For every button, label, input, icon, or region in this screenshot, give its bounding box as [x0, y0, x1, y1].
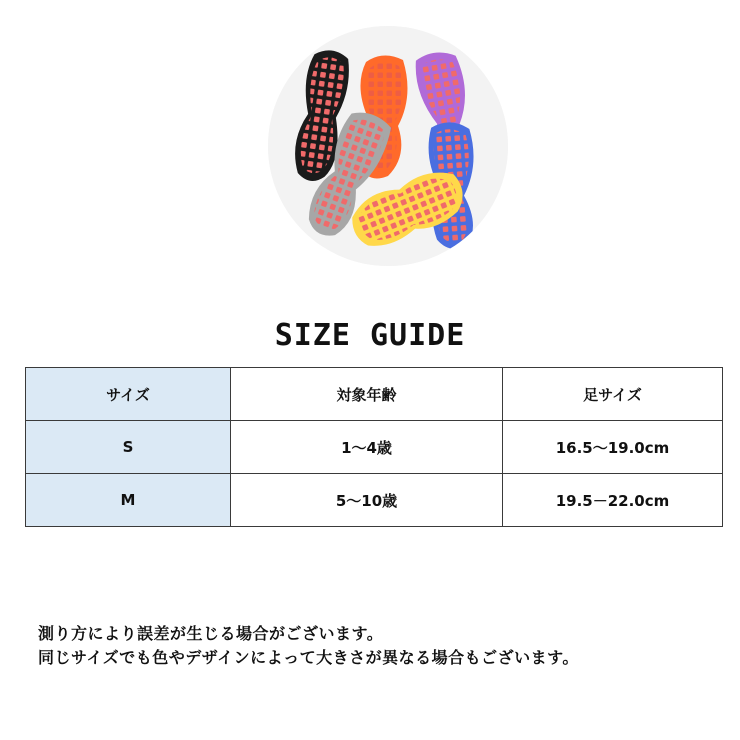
age-cell: 5～10歳 — [231, 474, 503, 527]
size-table — [25, 367, 723, 527]
size-cell: S — [26, 421, 231, 474]
table-row — [26, 474, 723, 527]
header-size: サイズ — [26, 368, 231, 421]
foot-size-cell: 16.5～19.0cm — [503, 421, 723, 474]
foot-size-cell: 19.5－22.0cm — [503, 474, 723, 527]
table-header-row — [26, 368, 723, 421]
note-size-variation: 同じサイズでも色やデザインによって大きさが異なる場合もございます。 — [38, 648, 579, 667]
note-measurement-error: 測り方により誤差が生じる場合がございます。 — [38, 624, 384, 643]
header-age: 対象年齢 — [231, 368, 503, 421]
size-cell: M — [26, 474, 231, 527]
age-cell: 1～4歳 — [231, 421, 503, 474]
header-foot-size: 足サイズ — [503, 368, 723, 421]
page-title: SIZE GUIDE — [274, 318, 466, 353]
sock-soles-illustration — [268, 26, 508, 266]
product-photo — [268, 26, 508, 266]
table-row — [26, 421, 723, 474]
